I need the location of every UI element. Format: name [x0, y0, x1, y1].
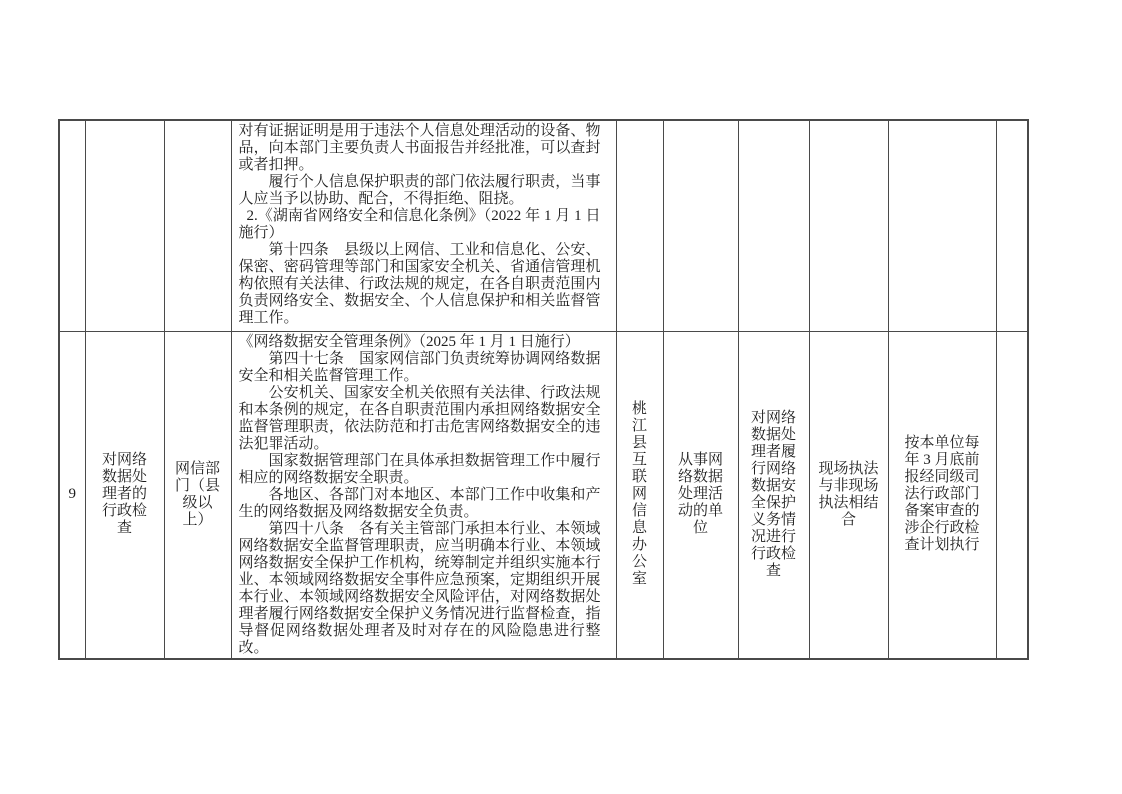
cell-method-empty — [809, 120, 888, 331]
cell-legal-basis-continuation — [231, 120, 616, 331]
table-row-continuation — [59, 120, 1028, 331]
legal-paragraph: 履行个人信息保护职责的部门依法履行职责，当事人应当予以协助、配合，不得拒绝、阻挠。 — [238, 174, 601, 207]
cell-seq-number: 9 — [59, 331, 85, 659]
legal-paragraph: 第四十七条 国家网信部门负责统筹协调网络数据安全和相关监督管理工作。 — [238, 350, 601, 384]
legal-paragraph: 对有证据证明是用于违法个人信息处理活动的设备、物品，向本部门主要负责人书面报告并经批准，可以查封或者扣押。 — [238, 123, 601, 173]
legal-paragraph: 2.《湖南省网络安全和信息化条例》（2022 年 1 月 1 日施行） — [238, 208, 601, 241]
cell-item-empty — [85, 120, 164, 331]
legal-paragraph: 第十四条 县级以上网信、工业和信息化、公安、保密、密码管理等部门和国家安全机关、省通信管理机构依照有关法律、行政法规的规定，在各自职责范围内负责网络安全、数据安全、个人信息保护和相关监督管理工作。 — [238, 242, 601, 326]
cell-frequency-empty — [888, 120, 996, 331]
cell-inspection-item: 对网络数据处理者的行政检查 — [85, 331, 164, 659]
cell-content-empty — [738, 120, 809, 331]
legal-paragraph: 各地区、各部门对本地区、本部门工作中收集和产生的网络数据及网络数据安全负责。 — [238, 486, 601, 520]
legal-paragraph: 第四十八条 各有关主管部门承担本行业、本领域网络数据安全监督管理职责，应当明确本行业、本领域网络数据安全保护工作机构，统筹制定并组织实施本行业、本领域网络数据安全事件应急预案，定期组织开展本行业、本领域网络数据安全风险评估，对网络数据处理者履行网络数据安全保护义务情况进行监督检查，指导督促网络数据处理者及时对存在的风险隐患进行整改。 — [238, 520, 601, 656]
legal-paragraph: 国家数据管理部门在具体承担数据管理工作中履行相应的网络数据安全职责。 — [238, 452, 601, 486]
cell-inspection-method: 现场执法与非现场执法相结合 — [809, 331, 888, 659]
cell-seq-empty — [59, 120, 85, 331]
inspection-items-table — [58, 119, 1029, 660]
cell-target-empty — [663, 120, 738, 331]
cell-authority-empty — [164, 120, 231, 331]
cell-inspection-frequency: 按本单位每年 3 月底前报经同级司法行政部门备案审查的涉企行政检查计划执行 — [888, 331, 996, 659]
cell-legal-basis — [231, 331, 616, 659]
cell-implementing-authority: 网信部门（县级以上） — [164, 331, 231, 659]
cell-remarks-empty — [996, 120, 1028, 331]
cell-unit-empty — [616, 120, 663, 331]
cell-inspection-target: 从事网络数据处理活动的单位 — [663, 331, 738, 659]
cell-remarks — [996, 331, 1028, 659]
legal-paragraph: 公安机关、国家安全机关依照有关法律、行政法规和本条例的规定，在各自职责范围内承担网络数据安全监督管理职责，依法防范和打击危害网络数据安全的违法犯罪活动。 — [238, 384, 601, 452]
table-row-9 — [59, 331, 1028, 659]
cell-inspection-content: 对网络数据处理者履行网络数据安全保护义务情况进行行政检查 — [738, 331, 809, 659]
legal-paragraph: 《网络数据安全管理条例》（2025 年 1 月 1 日施行） — [238, 333, 580, 350]
cell-implementing-unit: 桃江县互联网信息办公室 — [616, 331, 663, 659]
